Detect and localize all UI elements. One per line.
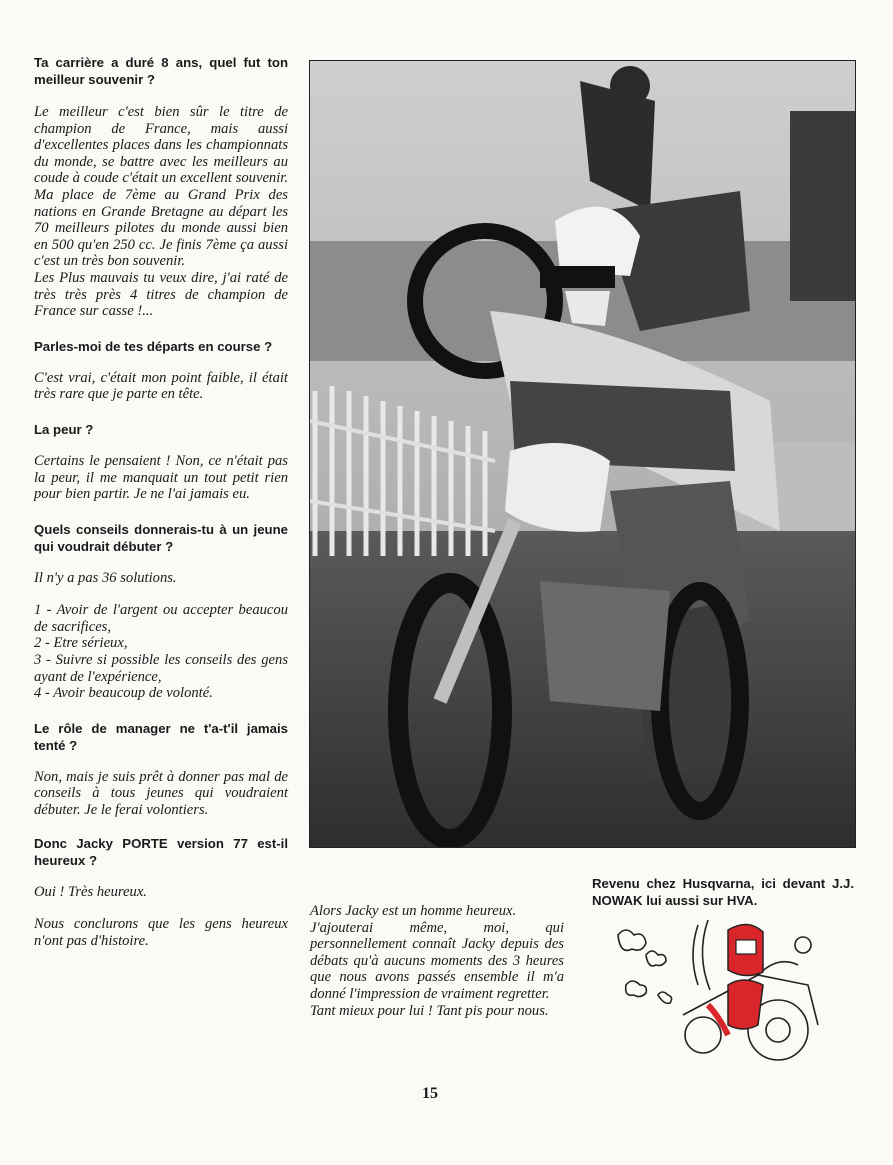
answer-fear: Certains le pensaient ! Non, ce n'était pas la peur, il me manquait un tout petit rien pour bien partir. Je ne l'ai jamais eu. [34,452,288,503]
answer-manager: Non, mais je suis prêt à donner pas mal de conseils à tous jeunes qui voudraient débuter. Je le ferai volontiers. [34,768,288,819]
page-number: 15 [422,1085,438,1102]
interview-left-column [34,54,288,949]
motocross-photo-drawing [310,61,855,847]
question-fear: La peur ? [34,421,94,437]
photo-caption: Revenu chez Husqvarna, ici devant J.J. NOWAK lui aussi sur HVA. [592,876,854,908]
question-manager: Le rôle de manager ne t'a-t'il jamais tenté ? [34,720,288,753]
advice-list [34,602,288,702]
advice-item: 1 - Avoir de l'argent ou accepter beaucou de sacrifices, [34,602,288,635]
answer-advice-intro: Il n'y a pas 36 solutions. [34,569,177,586]
question-advice: Quels conseils donnerais-tu à un jeune qui voudrait débuter ? [34,521,288,554]
answer-happy: Oui ! Très heureux. [34,883,147,900]
answer-starts: C'est vrai, c'était mon point faible, il était très rare que je parte en tête. [34,369,288,403]
advice-item: 4 - Avoir beaucoup de volonté. [34,685,213,702]
interview-middle-column [310,903,564,1019]
cartoon-illustration [608,915,828,1065]
middle-paragraph-1: Alors Jacky est un homme heureux. [310,903,517,919]
motocross-photo [309,60,856,848]
cartoon-drawing [608,915,828,1065]
question-starts: Parles-moi de tes départs en course ? [34,338,273,354]
conclusion: Nous conclurons que les gens heureux n'ont pas d'histoire. [34,916,288,949]
advice-item: 3 - Suivre si possible les conseils des gens ayant de l'expérience, [34,652,288,685]
middle-paragraph-2: J'ajouterai même, moi, qui personnellement connaît Jacky depuis des débats qu'à aucuns moments des 3 heures que nous avons passés ensemble il m'a donné l'impression de vraiment regretter. [310,919,564,1002]
advice-item: 2 - Etre sérieux, [34,635,128,652]
question-happy: Donc Jacky PORTE version 77 est-il heureux ? [34,835,288,868]
answer-best-memory: Le meilleur c'est bien sûr le titre de champion de France, mais aussi d'excellentes places dans les championnats du monde, se battre avec les meilleurs au coude à coude c'était un excellent souvenir. Ma place de 7ème au Grand Prix des nations en Grande Bretagne au départ les 70 meilleurs pilotes du monde aussi bien en 500 qu'en 250 cc. Je finis 7ème ça aussi c'est un très bon souvenir. [34,104,288,270]
answer-worst-memory: Les Plus mauvais tu veux dire, j'ai raté de très très près 4 titres de champion de France sur casse !... [34,269,288,320]
question-best-memory: Ta carrière a duré 8 ans, quel fut ton meilleur souvenir ? [34,55,288,87]
middle-paragraph-3: Tant mieux pour lui ! Tant pis pour nous. [310,1002,549,1019]
